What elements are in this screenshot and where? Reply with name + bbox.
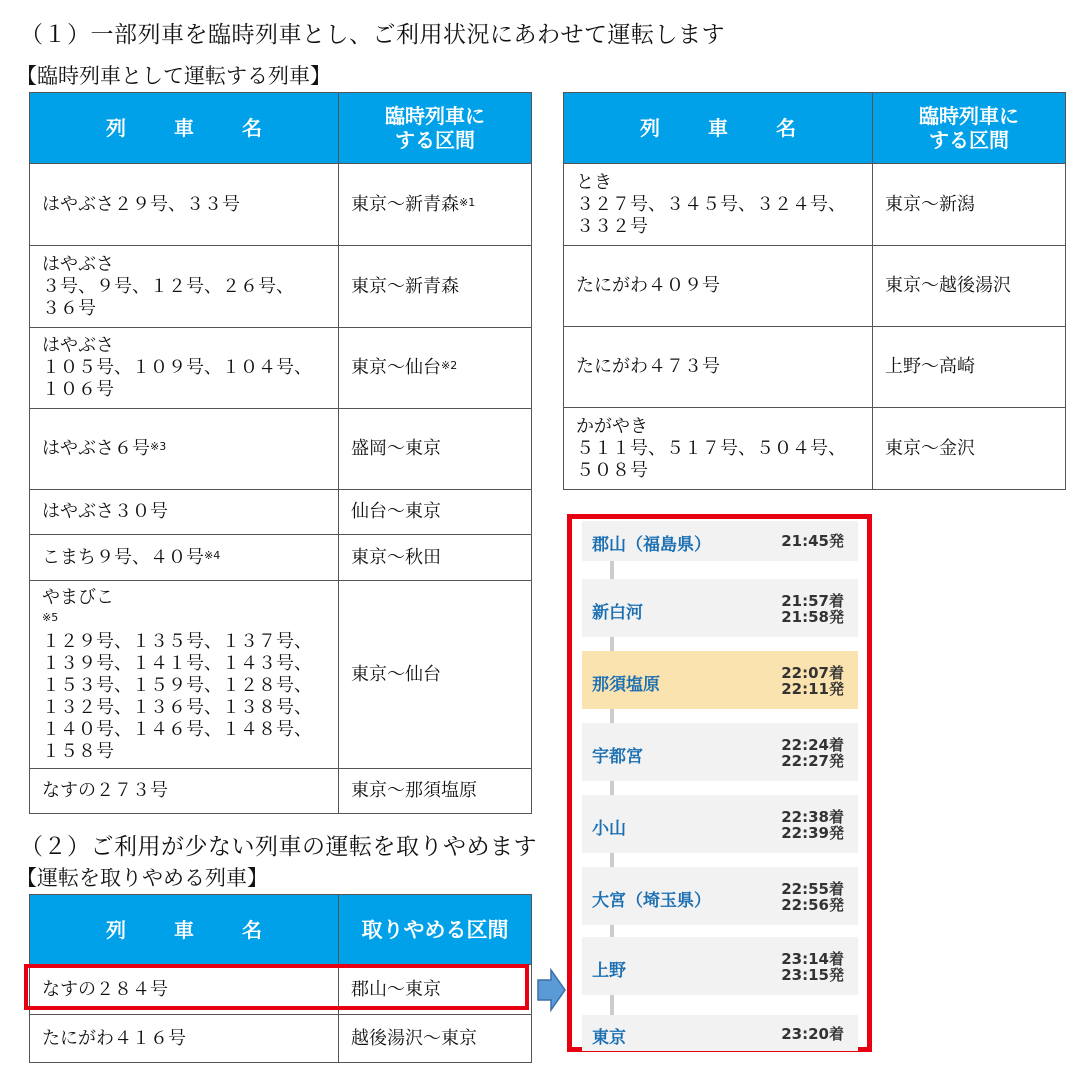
table-row bbox=[30, 581, 532, 769]
section-cell: 東京～仙台 bbox=[339, 581, 532, 769]
section-cell: 越後湯沢～東京 bbox=[339, 1015, 532, 1063]
section-cell: 上野～高崎 bbox=[873, 327, 1066, 408]
section-2-heading: （２）ご利用が少ない列車の運転を取りやめます bbox=[20, 834, 537, 860]
route-line bbox=[610, 561, 614, 579]
time-value: 22:38着 bbox=[781, 808, 844, 826]
station-name: 小山 bbox=[592, 819, 626, 839]
section-cell: 仙台～東京 bbox=[339, 490, 532, 535]
station-name: 新白河 bbox=[592, 603, 643, 623]
section-cell: 東京～新潟 bbox=[873, 164, 1066, 246]
timetable-row bbox=[582, 1015, 858, 1051]
timetable-row bbox=[582, 937, 858, 995]
station-name: 東京 bbox=[592, 1028, 626, 1048]
table-row bbox=[564, 408, 1066, 490]
temporary-trains-table-left bbox=[29, 92, 532, 814]
table-row bbox=[30, 246, 532, 328]
section-1-subheading: 【臨時列車として運転する列車】 bbox=[16, 64, 331, 88]
train-name-cell: はやぶさ ３号、９号、１２号、２６号、 ３６号 bbox=[30, 246, 339, 328]
timetable-row bbox=[582, 521, 858, 561]
train-name-cell: はやぶさ １０５号、１０９号、１０４号、 １０６号 bbox=[30, 328, 339, 409]
section-cell: 東京～新青森 bbox=[339, 246, 532, 328]
time-value: 22:39発 bbox=[781, 824, 844, 842]
train-name-cell: やまびこ $^{※5}$ １２９号、１３５号、１３７号、 １３９号、１４１号、１４３号、 １５３号、１５９号、１２８号、 １３２号、１３６号、１３８号、 １４０号、１４６号、１４８号、 １５８号 bbox=[30, 581, 339, 769]
train-name-cell: はやぶさ６号$^{※3}$ bbox=[30, 409, 339, 490]
column-header-train-name: 列 車 名 bbox=[564, 93, 873, 164]
time-value: 22:07着 bbox=[781, 664, 844, 682]
train-name-cell: はやぶさ２９号、３３号 bbox=[30, 164, 339, 246]
table-row bbox=[30, 490, 532, 535]
column-header-section: 臨時列車に する区間 bbox=[339, 93, 532, 164]
time-value: 21:58発 bbox=[781, 608, 844, 626]
station-name: 大宮（埼玉県） bbox=[592, 891, 711, 911]
table-row bbox=[30, 769, 532, 814]
column-header-train-name: 列 車 名 bbox=[30, 93, 339, 164]
train-name-cell: かがやき ５１１号、５１７号、５０４号、 ５０８号 bbox=[564, 408, 873, 490]
train-name-cell: たにがわ４１６号 bbox=[30, 1015, 339, 1063]
train-name-cell: はやぶさ３０号 bbox=[30, 490, 339, 535]
timetable-row bbox=[582, 867, 858, 925]
route-line bbox=[610, 995, 614, 1015]
train-name-cell: たにがわ４０９号 bbox=[564, 246, 873, 327]
time-value: 22:55着 bbox=[781, 880, 844, 898]
table-row bbox=[564, 164, 1066, 246]
table-row bbox=[564, 246, 1066, 327]
time-value: 22:11発 bbox=[781, 680, 844, 698]
section-cell: 東京～仙台$^{※2}$ bbox=[339, 328, 532, 409]
time-value: 23:15発 bbox=[781, 966, 844, 984]
time-value: 22:24着 bbox=[781, 736, 844, 754]
column-header-section: 臨時列車に する区間 bbox=[873, 93, 1066, 164]
arrow-right-icon bbox=[537, 967, 567, 1013]
table-row bbox=[30, 328, 532, 409]
section-cell: 東京～那須塩原 bbox=[339, 769, 532, 814]
timetable-row bbox=[582, 723, 858, 781]
train-name-cell: なすの２８４号 bbox=[30, 965, 339, 1015]
section-cell: 東京～越後湯沢 bbox=[873, 246, 1066, 327]
highlight-box bbox=[24, 964, 529, 1010]
station-name: 那須塩原 bbox=[592, 675, 660, 695]
temporary-trains-table-right bbox=[563, 92, 1066, 490]
train-name-cell: こまち９号、４０号$^{※4}$ bbox=[30, 535, 339, 581]
train-name-cell: なすの２７３号 bbox=[30, 769, 339, 814]
timetable-panel bbox=[567, 514, 872, 1052]
section-cell: 東京～秋田 bbox=[339, 535, 532, 581]
time-value: 21:57着 bbox=[781, 592, 844, 610]
train-name-cell: とき ３２７号、３４５号、３２４号、 ３３２号 bbox=[564, 164, 873, 246]
column-header-cancel-section: 取りやめる区間 bbox=[339, 895, 532, 965]
section-cell: 東京～新青森$^{※1}$ bbox=[339, 164, 532, 246]
time-value: 22:56発 bbox=[781, 896, 844, 914]
time-value: 23:14着 bbox=[781, 950, 844, 968]
section-1-heading: （１）一部列車を臨時列車とし、ご利用状況にあわせて運転します bbox=[20, 22, 725, 48]
table-row bbox=[30, 535, 532, 581]
station-name: 郡山（福島県） bbox=[592, 535, 711, 555]
table-row bbox=[30, 1015, 532, 1063]
timetable-row bbox=[582, 651, 858, 709]
station-name: 宇都宮 bbox=[592, 747, 643, 767]
section-cell: 東京～金沢 bbox=[873, 408, 1066, 490]
time-value: 21:45発 bbox=[781, 532, 844, 550]
table-row bbox=[564, 327, 1066, 408]
time-value: 23:20着 bbox=[781, 1025, 844, 1043]
section-2-subheading: 【運転を取りやめる列車】 bbox=[16, 866, 268, 890]
station-name: 上野 bbox=[592, 961, 626, 981]
train-name-cell: たにがわ４７３号 bbox=[564, 327, 873, 408]
table-row bbox=[30, 164, 532, 246]
time-value: 22:27発 bbox=[781, 752, 844, 770]
section-cell: 盛岡～東京 bbox=[339, 409, 532, 490]
column-header-train-name: 列 車 名 bbox=[30, 895, 339, 965]
timetable-row bbox=[582, 795, 858, 853]
section-cell: 郡山～東京 bbox=[339, 965, 532, 1015]
timetable-row bbox=[582, 579, 858, 637]
table-row bbox=[30, 409, 532, 490]
